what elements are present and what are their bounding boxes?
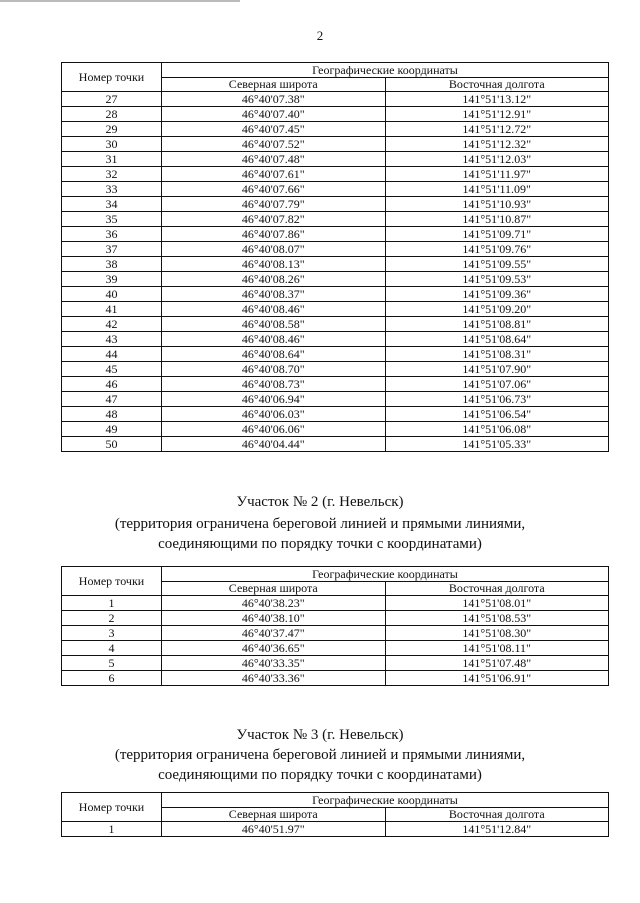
longitude-cell: 141°51'12.72": [385, 122, 609, 137]
point-number-cell: 38: [62, 257, 162, 272]
table-row: [62, 152, 609, 167]
point-number-cell: 34: [62, 197, 162, 212]
table-row: [62, 227, 609, 242]
longitude-cell: 141°51'08.30": [385, 626, 609, 641]
latitude-cell: 46°40'36.65": [162, 641, 386, 656]
latitude-cell: 46°40'08.70": [162, 362, 386, 377]
longitude-cell: 141°51'08.53": [385, 611, 609, 626]
longitude-cell: 141°51'10.87": [385, 212, 609, 227]
latitude-cell: 46°40'08.73": [162, 377, 386, 392]
table-row: [62, 822, 609, 837]
latitude-cell: 46°40'08.58": [162, 317, 386, 332]
section-3-description-line1: (территория ограничена береговой линией и прямыми линиями,: [114, 747, 526, 763]
point-number-cell: 30: [62, 137, 162, 152]
longitude-cell: 141°51'08.81": [385, 317, 609, 332]
table-row: [62, 122, 609, 137]
point-number-cell: 1: [62, 822, 162, 837]
table-row: [62, 317, 609, 332]
point-number-cell: 27: [62, 92, 162, 107]
table-row: [62, 92, 609, 107]
header-north-latitude: Северная широта: [162, 582, 386, 596]
table-row: [62, 656, 609, 671]
longitude-cell: 141°51'07.90": [385, 362, 609, 377]
latitude-cell: 46°40'08.37": [162, 287, 386, 302]
point-number-cell: 37: [62, 242, 162, 257]
latitude-cell: 46°40'08.46": [162, 332, 386, 347]
latitude-cell: 46°40'06.94": [162, 392, 386, 407]
point-number-cell: 49: [62, 422, 162, 437]
header-geo-coords: Географические координаты: [162, 63, 609, 78]
table-row: [62, 272, 609, 287]
latitude-cell: 46°40'07.52": [162, 137, 386, 152]
table-row: [62, 626, 609, 641]
latitude-cell: 46°40'08.64": [162, 347, 386, 362]
latitude-cell: 46°40'33.35": [162, 656, 386, 671]
scan-edge-line: [0, 0, 240, 2]
table-row: [62, 671, 609, 686]
table-row: [62, 257, 609, 272]
header-point-number: Номер точки: [62, 567, 162, 596]
latitude-cell: 46°40'07.38": [162, 92, 386, 107]
table-row: [62, 596, 609, 611]
longitude-cell: 141°51'12.32": [385, 137, 609, 152]
latitude-cell: 46°40'07.48": [162, 152, 386, 167]
longitude-cell: 141°51'07.48": [385, 656, 609, 671]
point-number-cell: 41: [62, 302, 162, 317]
point-number-cell: 39: [62, 272, 162, 287]
longitude-cell: 141°51'06.91": [385, 671, 609, 686]
point-number-cell: 47: [62, 392, 162, 407]
table-row: [62, 437, 609, 452]
table-row: [62, 377, 609, 392]
longitude-cell: 141°51'06.54": [385, 407, 609, 422]
header-east-longitude: Восточная долгота: [385, 582, 609, 596]
point-number-cell: 2: [62, 611, 162, 626]
longitude-cell: 141°51'06.08": [385, 422, 609, 437]
longitude-cell: 141°51'13.12": [385, 92, 609, 107]
latitude-cell: 46°40'07.86": [162, 227, 386, 242]
header-point-number: Номер точки: [62, 63, 162, 92]
point-number-cell: 3: [62, 626, 162, 641]
latitude-cell: 46°40'33.36": [162, 671, 386, 686]
header-geo-coords: Географические координаты: [162, 793, 609, 808]
coordinates-table-section-1: [61, 62, 609, 452]
longitude-cell: 141°51'08.31": [385, 347, 609, 362]
longitude-cell: 141°51'05.33": [385, 437, 609, 452]
table-row: [62, 422, 609, 437]
point-number-cell: 31: [62, 152, 162, 167]
section-3-description-line2: соединяющими по порядку точки с координатами): [158, 767, 482, 783]
section-2-description-line2: соединяющими по порядку точки с координатами): [158, 536, 482, 552]
point-number-cell: 50: [62, 437, 162, 452]
longitude-cell: 141°51'11.09": [385, 182, 609, 197]
latitude-cell: 46°40'07.79": [162, 197, 386, 212]
longitude-cell: 141°51'12.91": [385, 107, 609, 122]
table-row: [62, 182, 609, 197]
section-3-title: Участок № 3 (г. Невельск): [236, 727, 404, 743]
longitude-cell: 141°51'09.71": [385, 227, 609, 242]
header-north-latitude: Северная широта: [162, 78, 386, 92]
point-number-cell: 46: [62, 377, 162, 392]
longitude-cell: 141°51'08.01": [385, 596, 609, 611]
section-2-title: Участок № 2 (г. Невельск): [236, 494, 404, 510]
point-number-cell: 32: [62, 167, 162, 182]
header-point-number: Номер точки: [62, 793, 162, 822]
coordinates-table-section-2: [61, 566, 609, 686]
point-number-cell: 33: [62, 182, 162, 197]
table-row: [62, 362, 609, 377]
table-row: [62, 392, 609, 407]
longitude-cell: 141°51'07.06": [385, 377, 609, 392]
longitude-cell: 141°51'09.76": [385, 242, 609, 257]
point-number-cell: 43: [62, 332, 162, 347]
table-row: [62, 107, 609, 122]
table-row: [62, 137, 609, 152]
latitude-cell: 46°40'51.97": [162, 822, 386, 837]
point-number-cell: 29: [62, 122, 162, 137]
latitude-cell: 46°40'08.26": [162, 272, 386, 287]
header-geo-coords: Географические координаты: [162, 567, 609, 582]
latitude-cell: 46°40'06.03": [162, 407, 386, 422]
table-row: [62, 212, 609, 227]
table-row: [62, 302, 609, 317]
header-east-longitude: Восточная долгота: [385, 78, 609, 92]
point-number-cell: 44: [62, 347, 162, 362]
longitude-cell: 141°51'06.73": [385, 392, 609, 407]
table-row: [62, 332, 609, 347]
latitude-cell: 46°40'07.66": [162, 182, 386, 197]
longitude-cell: 141°51'09.20": [385, 302, 609, 317]
point-number-cell: 28: [62, 107, 162, 122]
longitude-cell: 141°51'08.64": [385, 332, 609, 347]
latitude-cell: 46°40'08.46": [162, 302, 386, 317]
table-row: [62, 242, 609, 257]
table-row: [62, 287, 609, 302]
section-2-description-line1: (территория ограничена береговой линией и прямыми линиями,: [114, 516, 526, 532]
longitude-cell: 141°51'09.36": [385, 287, 609, 302]
table-row: [62, 407, 609, 422]
latitude-cell: 46°40'07.40": [162, 107, 386, 122]
point-number-cell: 36: [62, 227, 162, 242]
point-number-cell: 1: [62, 596, 162, 611]
point-number-cell: 48: [62, 407, 162, 422]
table-row: [62, 641, 609, 656]
latitude-cell: 46°40'04.44": [162, 437, 386, 452]
point-number-cell: 40: [62, 287, 162, 302]
point-number-cell: 35: [62, 212, 162, 227]
table-row: [62, 197, 609, 212]
latitude-cell: 46°40'07.61": [162, 167, 386, 182]
table-row: [62, 611, 609, 626]
longitude-cell: 141°51'12.84": [385, 822, 609, 837]
point-number-cell: 6: [62, 671, 162, 686]
point-number-cell: 5: [62, 656, 162, 671]
latitude-cell: 46°40'38.23": [162, 596, 386, 611]
table-row: [62, 167, 609, 182]
latitude-cell: 46°40'08.13": [162, 257, 386, 272]
longitude-cell: 141°51'11.97": [385, 167, 609, 182]
longitude-cell: 141°51'09.53": [385, 272, 609, 287]
latitude-cell: 46°40'08.07": [162, 242, 386, 257]
header-north-latitude: Северная широта: [162, 808, 386, 822]
table-row: [62, 347, 609, 362]
latitude-cell: 46°40'07.45": [162, 122, 386, 137]
longitude-cell: 141°51'12.03": [385, 152, 609, 167]
latitude-cell: 46°40'06.06": [162, 422, 386, 437]
point-number-cell: 42: [62, 317, 162, 332]
longitude-cell: 141°51'09.55": [385, 257, 609, 272]
page-number: 2: [316, 28, 324, 43]
latitude-cell: 46°40'37.47": [162, 626, 386, 641]
coordinates-table-section-3: [61, 792, 609, 837]
latitude-cell: 46°40'07.82": [162, 212, 386, 227]
longitude-cell: 141°51'10.93": [385, 197, 609, 212]
longitude-cell: 141°51'08.11": [385, 641, 609, 656]
header-east-longitude: Восточная долгота: [385, 808, 609, 822]
point-number-cell: 4: [62, 641, 162, 656]
latitude-cell: 46°40'38.10": [162, 611, 386, 626]
point-number-cell: 45: [62, 362, 162, 377]
